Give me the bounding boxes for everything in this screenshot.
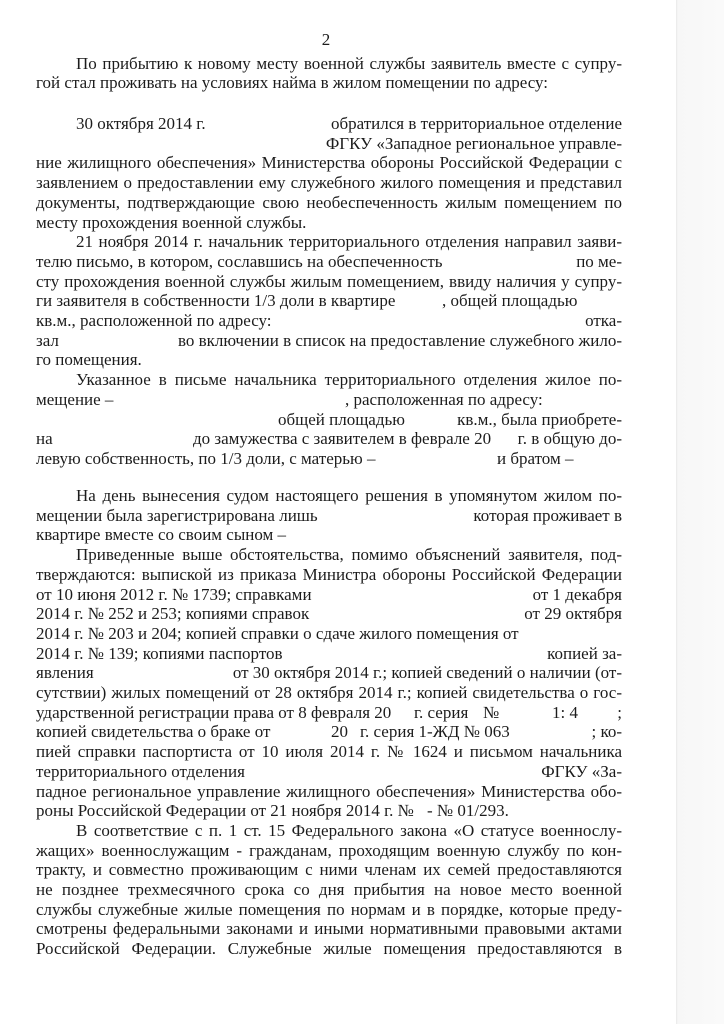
text-segment: квартире вместе со своим сыном – (36, 525, 287, 545)
text-segment: ; (617, 702, 622, 722)
text-line (0, 290, 724, 312)
text-segment: 2014 г. № 252 и 253; копиями справок (36, 604, 310, 624)
text-line (0, 271, 724, 293)
text-segment: г. серия 1-ЖД № 063 (360, 722, 510, 742)
text-segment: кв.м., была приобрете- (457, 409, 622, 429)
text-segment: 1: 4 (552, 702, 578, 722)
text-segment: Российской Федерации. Служебные жилые помещения предоставляются в (36, 939, 622, 959)
text-segment: документы, подтверждающие свою необеспеченность жилым помещением по (36, 192, 622, 212)
text-segment: обратился в территориальное отделение (330, 114, 622, 133)
text-line (0, 781, 724, 803)
text-line (0, 918, 724, 940)
text-segment: на (36, 429, 53, 449)
text-line (0, 643, 724, 665)
text-segment: В соответствие с п. 1 ст. 15 Федерального закона «О статусе военнослу- (76, 820, 622, 840)
text-line (0, 152, 724, 174)
text-segment: мещении была зарегистрирована лишь (36, 505, 318, 525)
text-line (0, 485, 724, 507)
text-segment: по ме- (576, 251, 622, 271)
text-segment: от 10 июня 2012 г. № 1739; справками (36, 584, 312, 604)
text-segment: заявлением о предоставлении ему служебного жилого помещения и представил (36, 173, 622, 193)
text-segment: 2014 г. № 203 и 204; копией справки о сдаче жилого помещения от (36, 623, 519, 643)
page-number: 2 (321, 30, 331, 49)
text-segment: г. серия (414, 702, 469, 722)
text-line (0, 584, 724, 606)
text-line (0, 820, 724, 842)
text-segment: сту прохождения военной службы жилым помещением, ввиду наличия у супру- (36, 271, 622, 291)
text-segment: 20 (331, 722, 348, 742)
text-line (0, 231, 724, 253)
text-segment: не позднее трехмесячного срока со дня прибытия на новое место военной (36, 880, 622, 899)
text-segment: кв.м., расположенной по адресу: (36, 311, 272, 330)
text-line (0, 133, 724, 155)
text-segment: жащих» военнослужащим - гражданам, проходящим военную службу по кон- (36, 840, 622, 860)
text-segment: , общей площадью (442, 291, 578, 311)
text-line (0, 938, 724, 960)
text-line (0, 544, 724, 566)
text-line (0, 702, 724, 724)
text-segment: ударственной регистрации права от 8 февраля 20 (36, 702, 392, 722)
text-segment: На день вынесения судом настоящего решения в упомянутом жилом по- (76, 486, 622, 505)
text-segment: пией справки паспортиста от 10 июля 2014 г. № 1624 и письмом начальника (36, 742, 622, 762)
text-segment: 30 октября 2014 г. (76, 114, 206, 133)
text-segment: смотрены федеральными законами и иными нормативными правовыми актами (36, 919, 622, 939)
text-line (0, 409, 724, 431)
text-segment: копией за- (547, 643, 622, 663)
text-segment: до замужества с заявителем в феврале 20 (193, 429, 492, 449)
text-line (0, 564, 724, 586)
text-segment: общей площадью (278, 409, 405, 429)
text-segment: го помещения. (36, 350, 142, 370)
text-line (0, 172, 724, 194)
text-segment: во включении в список на предоставление служебного жило- (177, 330, 622, 350)
text-line (0, 448, 724, 470)
text-segment: от 30 октября 2014 г.; копией сведений о наличии (от- (232, 663, 622, 683)
text-segment: № (483, 702, 500, 722)
text-line (0, 682, 724, 704)
text-line (0, 72, 724, 94)
text-line (0, 524, 724, 546)
text-segment: ; ко- (591, 722, 622, 742)
text-segment: от 29 октября (524, 604, 622, 624)
text-line (0, 761, 724, 783)
text-line (0, 741, 724, 763)
text-segment: месту прохождения военной службы. (36, 212, 307, 232)
text-line (0, 113, 724, 135)
text-segment: мещение – (36, 389, 114, 409)
text-line (0, 428, 724, 450)
text-segment: - № 01/293. (427, 801, 509, 821)
text-segment: явления (36, 663, 94, 683)
text-segment: тверждаются: выпиской из приказа Министра обороны Российской Федерации (36, 564, 622, 584)
text-segment: гой стал проживать на условиях найма в жилом помещении по адресу: (36, 73, 549, 92)
text-segment: 2014 г. № 139; копиями паспортов (36, 643, 283, 663)
text-line (0, 879, 724, 901)
text-line (0, 662, 724, 684)
text-line (0, 603, 724, 625)
text-segment: ФГКУ «За- (541, 761, 622, 781)
text-segment: Приведенные выше обстоятельства, помимо объяснений заявителя, под- (76, 545, 622, 565)
text-segment: падное региональное управление жилищного обеспечения» Министерства обо- (36, 781, 622, 801)
text-segment: г. в общую до- (517, 429, 622, 449)
text-segment: и братом – (497, 448, 574, 468)
text-line (0, 349, 724, 371)
text-line (0, 859, 724, 881)
text-segment: ние жилищного обеспечения» Министерства обороны Российской Федерации с (36, 153, 622, 173)
text-segment: , расположенная по адресу: (345, 389, 543, 409)
text-segment: зал (36, 330, 59, 350)
text-segment: копией свидетельства о браке от (36, 722, 271, 742)
text-line (0, 310, 724, 332)
text-segment: от 1 декабря (532, 584, 622, 604)
text-line (0, 251, 724, 273)
text-line (0, 505, 724, 527)
text-segment: ФГКУ «Западное региональное управле- (325, 133, 622, 153)
text-line (0, 330, 724, 352)
text-segment: левую собственность, по 1/3 доли, с матерью – (36, 448, 376, 468)
text-line (0, 800, 724, 822)
text-segment: телю письмо, в котором, сославшись на обеспеченность (36, 251, 443, 271)
text-segment: тракту, и совместно проживающим с ними членам их семей предоставляются (36, 860, 622, 880)
text-segment: По прибытию к новому месту военной службы заявитель вместе с супру- (76, 54, 622, 73)
text-line (0, 899, 724, 921)
text-segment: роны Российской Федерации от 21 ноября 2014 г. № (36, 801, 414, 821)
text-segment: ги заявителя в собственности 1/3 доли в квартире (36, 291, 396, 311)
text-line (0, 840, 724, 862)
text-segment: территориального отделения (36, 761, 245, 781)
text-line (0, 369, 724, 391)
text-segment: Указанное в письме начальника территориального отделения жилое по- (76, 370, 622, 390)
text-segment: которая проживает в (473, 505, 622, 525)
text-line (0, 721, 724, 743)
text-line (0, 192, 724, 214)
text-line (0, 389, 724, 411)
text-line (0, 212, 724, 234)
text-line (0, 623, 724, 645)
text-segment: сутствии) жилых помещений от 28 октября 2014 г.; копией свидетельства о гос- (36, 683, 622, 702)
text-segment: 21 ноября 2014 г. начальник территориального отделения направил заяви- (76, 232, 622, 252)
text-segment: службы служебные жилые помещения по нормам и в порядке, которые преду- (36, 899, 622, 919)
text-segment: отка- (585, 311, 622, 330)
